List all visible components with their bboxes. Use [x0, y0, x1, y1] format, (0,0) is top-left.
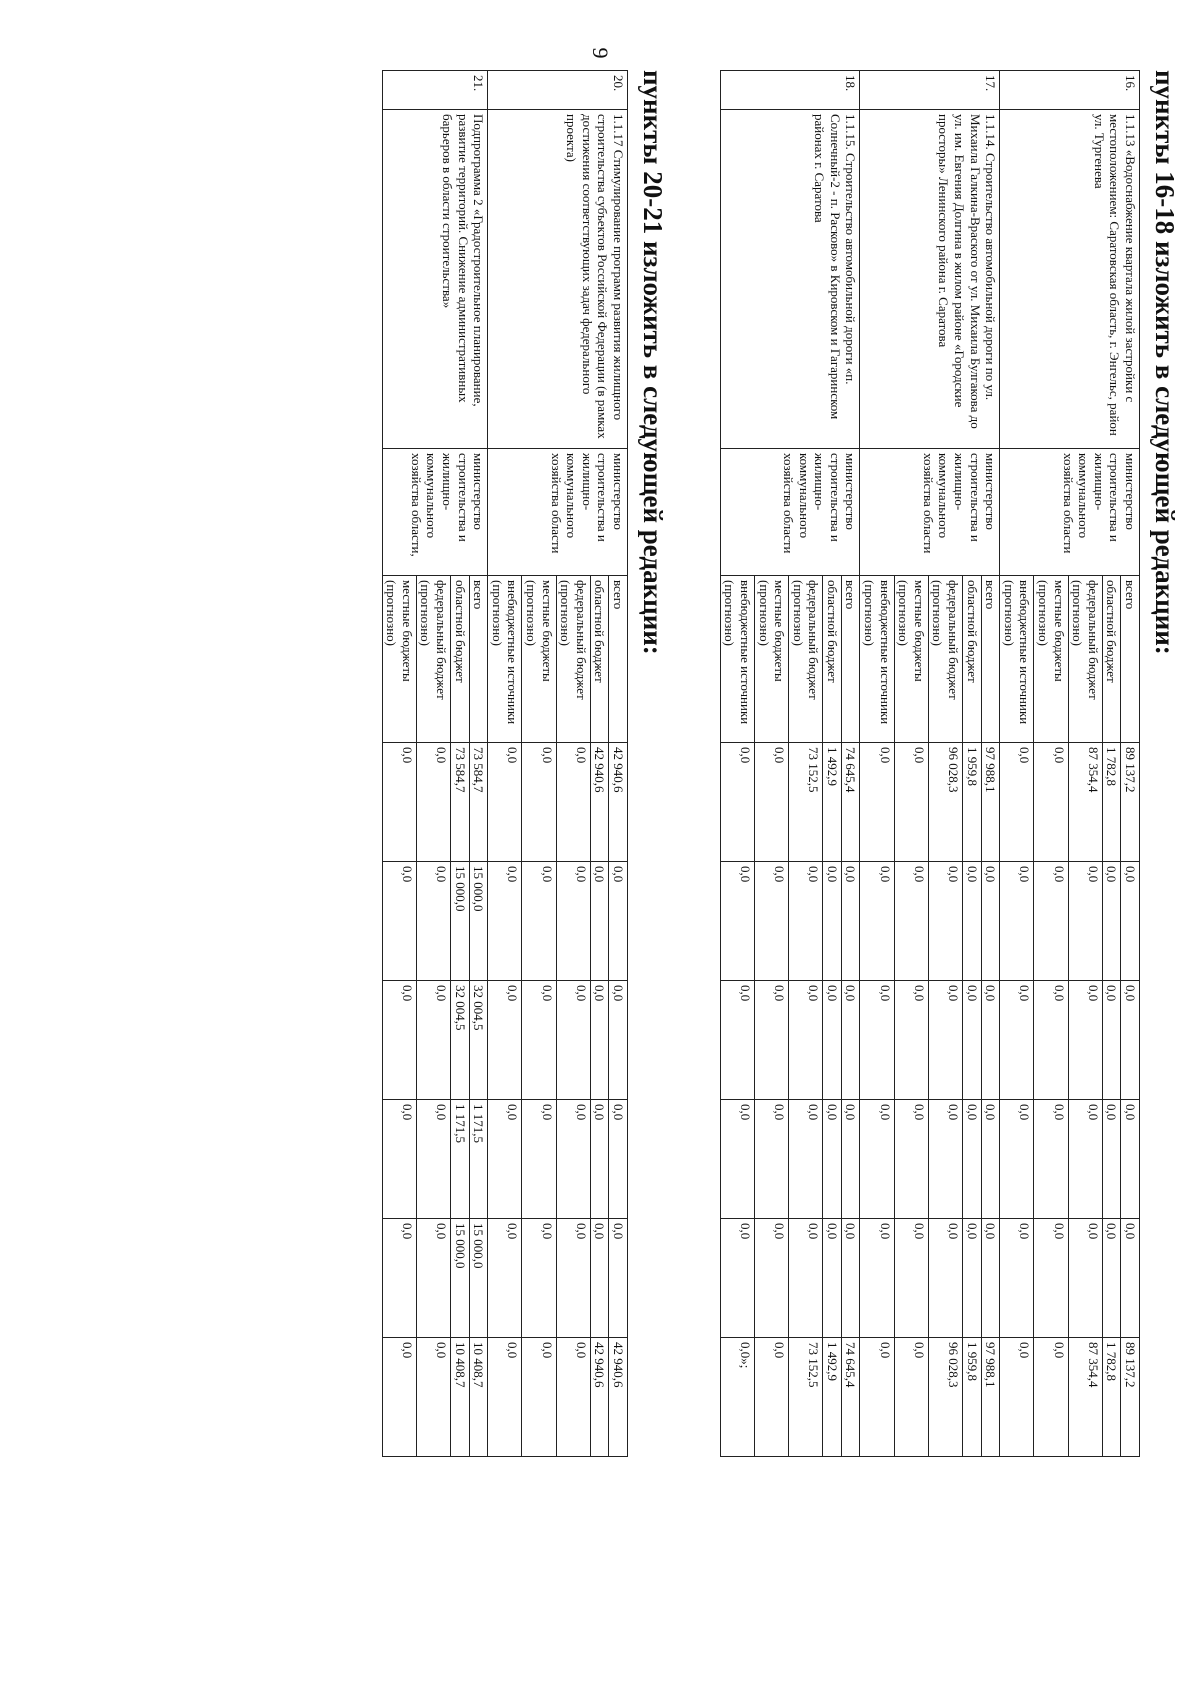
activity-name: 1.1.14. Строительство автомобильной дороги по ул. Михаила Галкина-Враского от ул. Михаила Булгакова до ул. им. Евгения Долгина в жилом районе «Городские просторы» Ленинского района г. Саратова: [860, 110, 1000, 449]
amount-cell: 0,0: [1034, 981, 1068, 1100]
amount-cell: 0,0: [894, 1338, 928, 1457]
amount-cell: 0,0: [1034, 743, 1068, 862]
amount-cell: 0,0: [382, 981, 416, 1100]
amount-cell: 1 492,9: [823, 1338, 842, 1457]
row-number: 18.: [720, 71, 860, 110]
amount-cell: 73 152,5: [789, 1338, 823, 1457]
amount-cell: 0,0: [1068, 862, 1102, 981]
amount-cell: 0,0: [609, 1100, 628, 1219]
amount-cell: 32 004,5: [469, 981, 488, 1100]
amount-cell: 0,0: [841, 862, 860, 981]
amount-cell: 0,0: [1034, 1219, 1068, 1338]
amount-cell: 0,0: [1000, 981, 1034, 1100]
amount-cell: 0,0: [981, 862, 1000, 981]
section1-heading: пункты 16-18 изложить в следующей редакции:: [1150, 70, 1180, 655]
amount-cell: 0,0: [590, 862, 609, 981]
amount-cell: 0,0: [823, 1100, 842, 1219]
amount-cell: 0,0: [1102, 862, 1121, 981]
amount-cell: 0,0: [609, 862, 628, 981]
row-number: 16.: [1000, 71, 1140, 110]
amount-cell: 0,0: [720, 743, 754, 862]
funding-source: внебюджетные источники (прогнозно): [1000, 576, 1034, 743]
amount-cell: 0,0: [1102, 1100, 1121, 1219]
amount-cell: 0,0: [789, 981, 823, 1100]
amount-cell: 0,0: [1102, 1219, 1121, 1338]
amount-cell: 1 171,5: [451, 1100, 470, 1219]
amount-cell: 0,0: [894, 981, 928, 1100]
amount-cell: 1 782,8: [1102, 743, 1121, 862]
funding-source: всего: [981, 576, 1000, 743]
amount-cell: 0,0: [894, 862, 928, 981]
amount-cell: 0,0: [556, 743, 590, 862]
amount-cell: 0,0: [488, 1338, 522, 1457]
amount-cell: 0,0: [556, 1100, 590, 1219]
amount-cell: 1 782,8: [1102, 1338, 1121, 1457]
amount-cell: 15 000,0: [469, 1219, 488, 1338]
executor: министерство строительства и жилищно-коммунального хозяйства области: [1000, 449, 1140, 576]
amount-cell: 0,0: [590, 1219, 609, 1338]
amount-cell: 10 408,7: [469, 1338, 488, 1457]
funding-source: федеральный бюджет (прогнозно): [1068, 576, 1102, 743]
amount-cell: 0,0: [556, 862, 590, 981]
amount-cell: 0,0: [841, 1100, 860, 1219]
amount-cell: 0,0: [1102, 981, 1121, 1100]
amount-cell: 97 988,1: [981, 1338, 1000, 1457]
amount-cell: 0,0: [416, 1338, 450, 1457]
funding-source: всего: [469, 576, 488, 743]
amount-cell: 15 000,0: [469, 862, 488, 981]
table-row: [609, 71, 628, 1457]
amount-cell: 0,0: [1000, 1219, 1034, 1338]
amount-cell: 0,0: [1068, 981, 1102, 1100]
amount-cell: 0,0: [488, 743, 522, 862]
amount-cell: 96 028,3: [928, 743, 962, 862]
funding-source: местные бюджеты (прогнозно): [894, 576, 928, 743]
amount-cell: 1 959,8: [963, 743, 982, 862]
amount-cell: 0,0: [789, 1100, 823, 1219]
amount-cell: 89 137,2: [1121, 1338, 1140, 1457]
amount-cell: 0,0: [1121, 1100, 1140, 1219]
amount-cell: 0,0: [488, 981, 522, 1100]
activity-name: 1.1.15. Строительство автомобильной дороги «п. Солнечный-2 - п. Расково» в Кировском и Гагаринском районах г. Саратова: [720, 110, 860, 449]
amount-cell: 0,0: [754, 862, 788, 981]
amount-cell: 89 137,2: [1121, 743, 1140, 862]
section2-table: [382, 70, 628, 1457]
funding-source: местные бюджеты (прогнозно): [1034, 576, 1068, 743]
amount-cell: 0,0: [823, 862, 842, 981]
amount-cell: 0,0: [860, 743, 894, 862]
activity-name: 1.1.13 «Водоснабжение квартала жилой застройки с местоположением: Саратовская область, г. Энгельс, район ул. Тургенева: [1000, 110, 1140, 449]
funding-source: федеральный бюджет (прогнозно): [556, 576, 590, 743]
executor: министерство строительства и жилищно-коммунального хозяйства области: [860, 449, 1000, 576]
amount-cell: 0,0: [928, 1100, 962, 1219]
funding-source: внебюджетные источники (прогнозно): [860, 576, 894, 743]
amount-cell: 1 171,5: [469, 1100, 488, 1219]
amount-cell: 0,0: [1000, 1338, 1034, 1457]
amount-cell: 42 940,6: [609, 1338, 628, 1457]
amount-cell: 0,0: [1000, 743, 1034, 862]
row-number: 17.: [860, 71, 1000, 110]
amount-cell: 0,0: [1034, 862, 1068, 981]
amount-cell: 0,0: [522, 981, 556, 1100]
amount-cell: 0,0: [556, 981, 590, 1100]
amount-cell: 0,0: [556, 1338, 590, 1457]
amount-cell: 1 492,9: [823, 743, 842, 862]
amount-cell: 0,0: [488, 1219, 522, 1338]
funding-source: федеральный бюджет (прогнозно): [416, 576, 450, 743]
amount-cell: 0,0: [720, 1219, 754, 1338]
amount-cell: 15 000,0: [451, 1219, 470, 1338]
amount-cell: 1 959,8: [963, 1338, 982, 1457]
amount-cell: 0,0: [841, 1219, 860, 1338]
amount-cell: 0,0: [1068, 1100, 1102, 1219]
amount-cell: 0,0: [823, 981, 842, 1100]
amount-cell: 0,0: [963, 1219, 982, 1338]
rotated-document-body: [190, 70, 1180, 1670]
amount-cell: 0,0: [609, 981, 628, 1100]
section2-heading: пункты 20-21 изложить в следующей редакции:: [638, 70, 668, 655]
amount-cell: 0,0: [1034, 1100, 1068, 1219]
executor: министерство строительства и жилищно-коммунального хозяйства области: [720, 449, 860, 576]
amount-cell: 0,0: [382, 743, 416, 862]
amount-cell: 0,0: [382, 862, 416, 981]
amount-cell: 10 408,7: [451, 1338, 470, 1457]
amount-cell: 0,0: [382, 1219, 416, 1338]
amount-cell: 0,0: [1068, 1219, 1102, 1338]
executor: министерство строительства и жилищно-коммунального хозяйства области,: [382, 449, 488, 576]
amount-cell: 0,0: [416, 1100, 450, 1219]
funding-source: всего: [841, 576, 860, 743]
amount-cell: 0,0: [522, 862, 556, 981]
funding-source: внебюджетные источники (прогнозно): [488, 576, 522, 743]
amount-cell: 0,0: [754, 1219, 788, 1338]
amount-cell: 87 354,4: [1068, 1338, 1102, 1457]
amount-cell: 0,0: [963, 1100, 982, 1219]
funding-source: областной бюджет: [451, 576, 470, 743]
funding-source: федеральный бюджет (прогнозно): [928, 576, 962, 743]
amount-cell: 0,0: [981, 1100, 1000, 1219]
amount-cell: 0,0: [789, 1219, 823, 1338]
amount-cell: 0,0: [522, 743, 556, 862]
amount-cell: 42 940,6: [590, 743, 609, 862]
amount-cell: 0,0: [720, 1100, 754, 1219]
amount-cell: 0,0: [860, 1338, 894, 1457]
amount-cell: 0,0: [789, 862, 823, 981]
amount-cell: 74 645,4: [841, 1338, 860, 1457]
amount-cell: 0,0: [860, 862, 894, 981]
amount-cell: 0,0: [720, 981, 754, 1100]
amount-cell: 0,0»;: [720, 1338, 754, 1457]
funding-source: областной бюджет: [590, 576, 609, 743]
amount-cell: 0,0: [522, 1100, 556, 1219]
amount-cell: 0,0: [720, 862, 754, 981]
funding-source: местные бюджеты (прогнозно): [754, 576, 788, 743]
funding-source: местные бюджеты (прогнозно): [382, 576, 416, 743]
amount-cell: 0,0: [841, 981, 860, 1100]
amount-cell: 32 004,5: [451, 981, 470, 1100]
amount-cell: 0,0: [382, 1338, 416, 1457]
amount-cell: 97 988,1: [981, 743, 1000, 862]
table-row: [841, 71, 860, 1457]
amount-cell: 0,0: [488, 862, 522, 981]
amount-cell: 74 645,4: [841, 743, 860, 862]
amount-cell: 0,0: [522, 1338, 556, 1457]
amount-cell: 0,0: [754, 1338, 788, 1457]
amount-cell: 0,0: [1121, 981, 1140, 1100]
amount-cell: 0,0: [416, 1219, 450, 1338]
amount-cell: 0,0: [488, 1100, 522, 1219]
amount-cell: 0,0: [416, 743, 450, 862]
funding-source: местные бюджеты (прогнозно): [522, 576, 556, 743]
amount-cell: 0,0: [556, 1219, 590, 1338]
amount-cell: 42 940,6: [609, 743, 628, 862]
funding-source: областной бюджет: [963, 576, 982, 743]
amount-cell: 73 584,7: [469, 743, 488, 862]
row-number: 21.: [382, 71, 488, 110]
amount-cell: 0,0: [928, 862, 962, 981]
page-number: 9: [588, 47, 613, 59]
amount-cell: 0,0: [860, 1219, 894, 1338]
table-row: [1121, 71, 1140, 1457]
amount-cell: 0,0: [860, 1100, 894, 1219]
funding-source: областной бюджет: [1102, 576, 1121, 743]
row-number: 20.: [488, 71, 628, 110]
funding-source: всего: [609, 576, 628, 743]
amount-cell: 0,0: [609, 1219, 628, 1338]
section1-table: [720, 70, 1140, 1457]
funding-source: областной бюджет: [823, 576, 842, 743]
funding-source: всего: [1121, 576, 1140, 743]
amount-cell: 15 000,0: [451, 862, 470, 981]
funding-source: внебюджетные источники (прогнозно): [720, 576, 754, 743]
activity-name: Подпрограмма 2 «Градостроительное планирование, развитие территорий. Снижение административных барьеров в области строительства»: [382, 110, 488, 449]
executor: министерство строительства и жилищно-коммунального хозяйства области: [488, 449, 628, 576]
amount-cell: 0,0: [860, 981, 894, 1100]
amount-cell: 0,0: [1000, 1100, 1034, 1219]
table-row: [469, 71, 488, 1457]
amount-cell: 0,0: [754, 981, 788, 1100]
funding-source: федеральный бюджет (прогнозно): [789, 576, 823, 743]
amount-cell: 0,0: [981, 1219, 1000, 1338]
amount-cell: 0,0: [894, 1100, 928, 1219]
amount-cell: 0,0: [416, 981, 450, 1100]
amount-cell: 0,0: [754, 743, 788, 862]
amount-cell: 0,0: [1000, 862, 1034, 981]
amount-cell: 0,0: [894, 743, 928, 862]
amount-cell: 0,0: [894, 1219, 928, 1338]
amount-cell: 96 028,3: [928, 1338, 962, 1457]
amount-cell: 0,0: [823, 1219, 842, 1338]
amount-cell: 0,0: [928, 981, 962, 1100]
amount-cell: 0,0: [754, 1100, 788, 1219]
amount-cell: 0,0: [590, 1100, 609, 1219]
amount-cell: 0,0: [1121, 1219, 1140, 1338]
activity-name: 1.1.17 Стимулирование программ развития жилищного строительства субъектов Российской Федерации (в рамках достижения соответствующих задач федерального проекта): [488, 110, 628, 449]
amount-cell: 0,0: [963, 981, 982, 1100]
amount-cell: 0,0: [963, 862, 982, 981]
amount-cell: 73 584,7: [451, 743, 470, 862]
amount-cell: 0,0: [382, 1100, 416, 1219]
amount-cell: 0,0: [1034, 1338, 1068, 1457]
amount-cell: 87 354,4: [1068, 743, 1102, 862]
amount-cell: 0,0: [522, 1219, 556, 1338]
amount-cell: 73 152,5: [789, 743, 823, 862]
amount-cell: 0,0: [416, 862, 450, 981]
amount-cell: 0,0: [928, 1219, 962, 1338]
amount-cell: 0,0: [1121, 862, 1140, 981]
amount-cell: 0,0: [981, 981, 1000, 1100]
table-row: [981, 71, 1000, 1457]
amount-cell: 0,0: [590, 981, 609, 1100]
amount-cell: 42 940,6: [590, 1338, 609, 1457]
